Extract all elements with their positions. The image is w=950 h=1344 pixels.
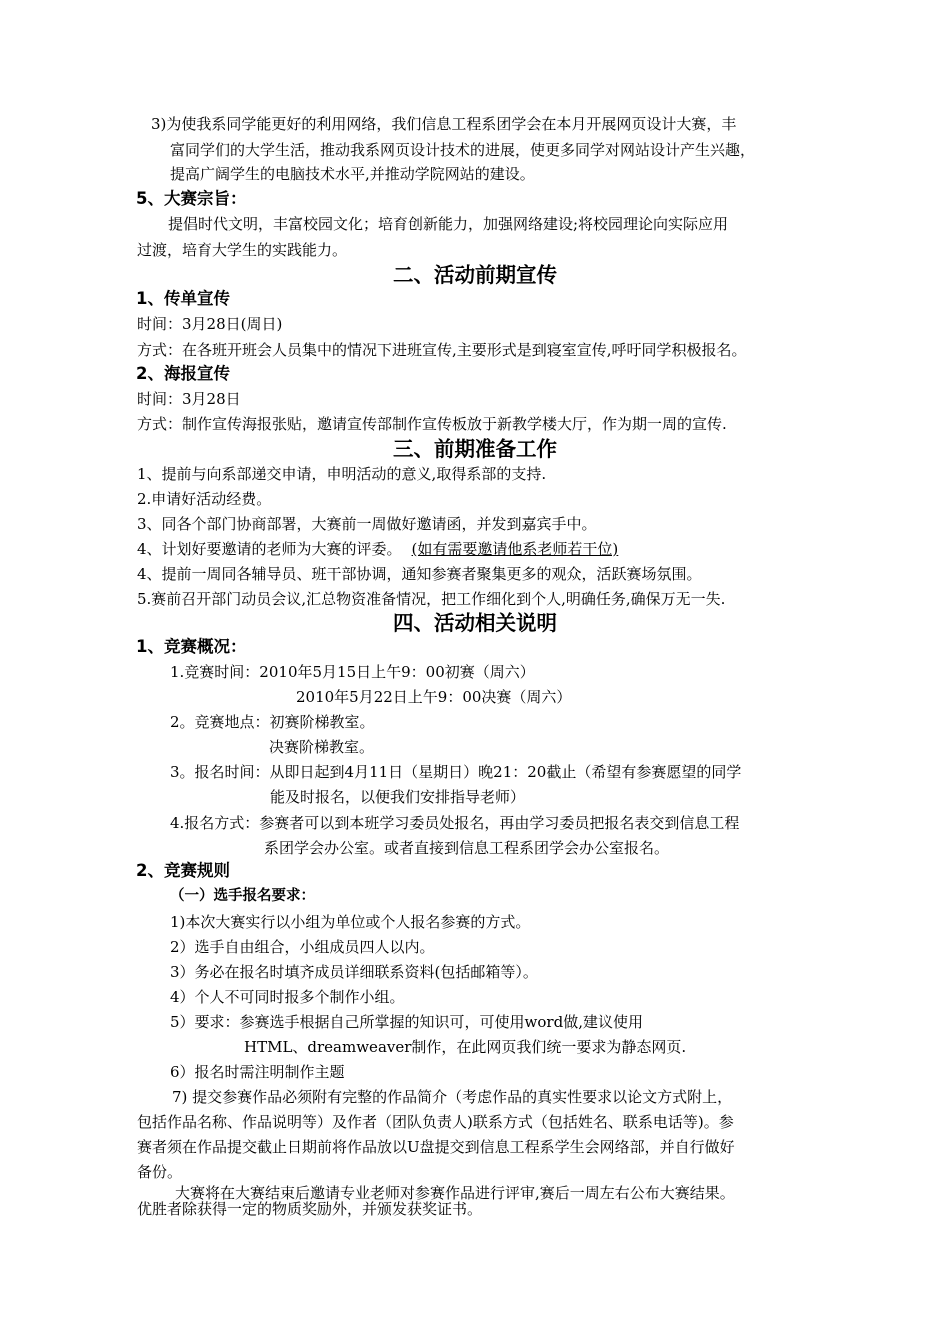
purpose-line-1: 提倡时代文明，丰富校园文化；培育创新能力，加强网络建设;将校园理论向实际应用	[168, 215, 729, 233]
purpose-line-2: 过渡，培育大学生的实践能力。	[137, 241, 348, 259]
poster-heading: 2、海报宣传	[136, 364, 230, 383]
rule-1: 1)本次大赛实行以小组为单位或个人报名参赛的方式。	[170, 913, 531, 931]
prep-item-4-note: (如有需要邀请他系老师若干位)	[411, 540, 619, 558]
intro-line-1: 3)为使我系同学能更好的利用网络，我们信息工程系团学会在本月开展网页设计大赛，丰	[151, 115, 737, 133]
registration-time-1: 3。报名时间：从即日起到4月11日（星期日）晚21：20截止（希望有参赛愿望的同学	[170, 763, 742, 781]
rules-subheading: （一）选手报名要求：	[170, 888, 315, 904]
purpose-heading: 5、大赛宗旨：	[136, 189, 247, 208]
closing-line-2: 优胜者除获得一定的物质奖励外，并颁发获奖证书。	[137, 1200, 483, 1218]
rule-7-line-4: 备份。	[137, 1163, 183, 1181]
rule-7-line-1: 7) 提交参赛作品必须附有完整的作品简介（考虑作品的真实性要求以论文方式附上，	[172, 1088, 733, 1106]
prep-item-2: 2.申请好活动经费。	[137, 490, 272, 508]
competition-place-2: 决赛阶梯教室。	[269, 738, 375, 756]
section-3-title: 三、前期准备工作	[393, 437, 557, 461]
rule-5-line-2: HTML、dreamweaver制作，在此网页我们统一要求为静态网页.	[244, 1038, 687, 1056]
prep-item-5: 4、提前一周同各辅导员、班干部协调，通知参赛者聚集更多的观众，活跃赛场氛围。	[137, 565, 702, 583]
registration-time-2: 能及时报名，以便我们安排指导老师）	[270, 788, 526, 806]
rule-4: 4）个人不可同时报多个制作小组。	[170, 988, 405, 1006]
section-2-title: 二、活动前期宣传	[393, 263, 557, 287]
rule-7-line-2: 包括作品名称、作品说明等）及作者（团队负责人)联系方式（包括姓名、联系电话等)。参	[137, 1113, 734, 1131]
registration-way-2: 系团学会办公室。或者直接到信息工程系团学会办公室报名。	[264, 839, 670, 857]
prep-item-3: 3、同各个部门协商部署，大赛前一周做好邀请函，并发到嘉宾手中。	[137, 515, 597, 533]
prep-item-1: 1、提前与向系部递交申请，申明活动的意义,取得系部的支持.	[137, 465, 547, 483]
competition-place-1: 2。竞赛地点：初赛阶梯教室。	[170, 713, 375, 731]
rule-2: 2）选手自由组合，小组成员四人以内。	[170, 938, 435, 956]
flyer-heading: 1、传单宣传	[136, 289, 230, 308]
rule-6: 6）报名时需注明制作主题	[170, 1063, 345, 1081]
poster-time: 时间：3月28日	[137, 390, 241, 408]
rules-heading: 2、竞赛规则	[136, 861, 230, 880]
intro-line-3: 提高广阔学生的电脑技术水平,并推动学院网站的建设。	[170, 165, 535, 183]
poster-method: 方式：制作宣传海报张贴，邀请宣传部制作宣传板放于新教学楼大厅，作为期一周的宣传.	[137, 415, 727, 433]
prep-item-4	[137, 539, 618, 559]
prep-item-4-text: 4、计划好要邀请的老师为大赛的评委。	[137, 540, 402, 558]
closing-line-1: 大赛将在大赛结束后邀请专业老师对参赛作品进行评审,赛后一周左右公布大赛结果。	[175, 1184, 735, 1202]
flyer-method: 方式：在各班开班会人员集中的情况下进班宣传,主要形式是到寝室宣传,呼吁同学积极报名。	[137, 341, 747, 359]
flyer-time: 时间：3月28日(周日)	[137, 315, 283, 333]
rule-3: 3）务必在报名时填齐成员详细联系资料(包括邮箱等）。	[170, 963, 538, 981]
section-4-title: 四、活动相关说明	[393, 611, 557, 635]
rule-5-line-1: 5）要求：参赛选手根据自己所掌握的知识可，可使用word做,建议使用	[170, 1013, 643, 1031]
competition-time-2: 2010年5月22日上午9：00决赛（周六）	[296, 688, 572, 706]
intro-line-2: 富同学们的大学生活，推动我系网页设计技术的进展，使更多同学对网站设计产生兴趣，	[170, 141, 756, 159]
competition-time-1: 1.竞赛时间：2010年5月15日上午9：00初赛（周六）	[170, 663, 535, 681]
overview-heading: 1、竞赛概况：	[136, 637, 247, 656]
rule-7-line-3: 赛者须在作品提交截止日期前将作品放以U盘提交到信息工程系学生会网络部，并自行做好	[137, 1138, 735, 1156]
registration-way-1: 4.报名方式：参赛者可以到本班学习委员处报名，再由学习委员把报名表交到信息工程	[170, 814, 740, 832]
prep-item-6: 5.赛前召开部门动员会议,汇总物资准备情况，把工作细化到个人,明确任务,确保万无一失.	[137, 590, 726, 608]
